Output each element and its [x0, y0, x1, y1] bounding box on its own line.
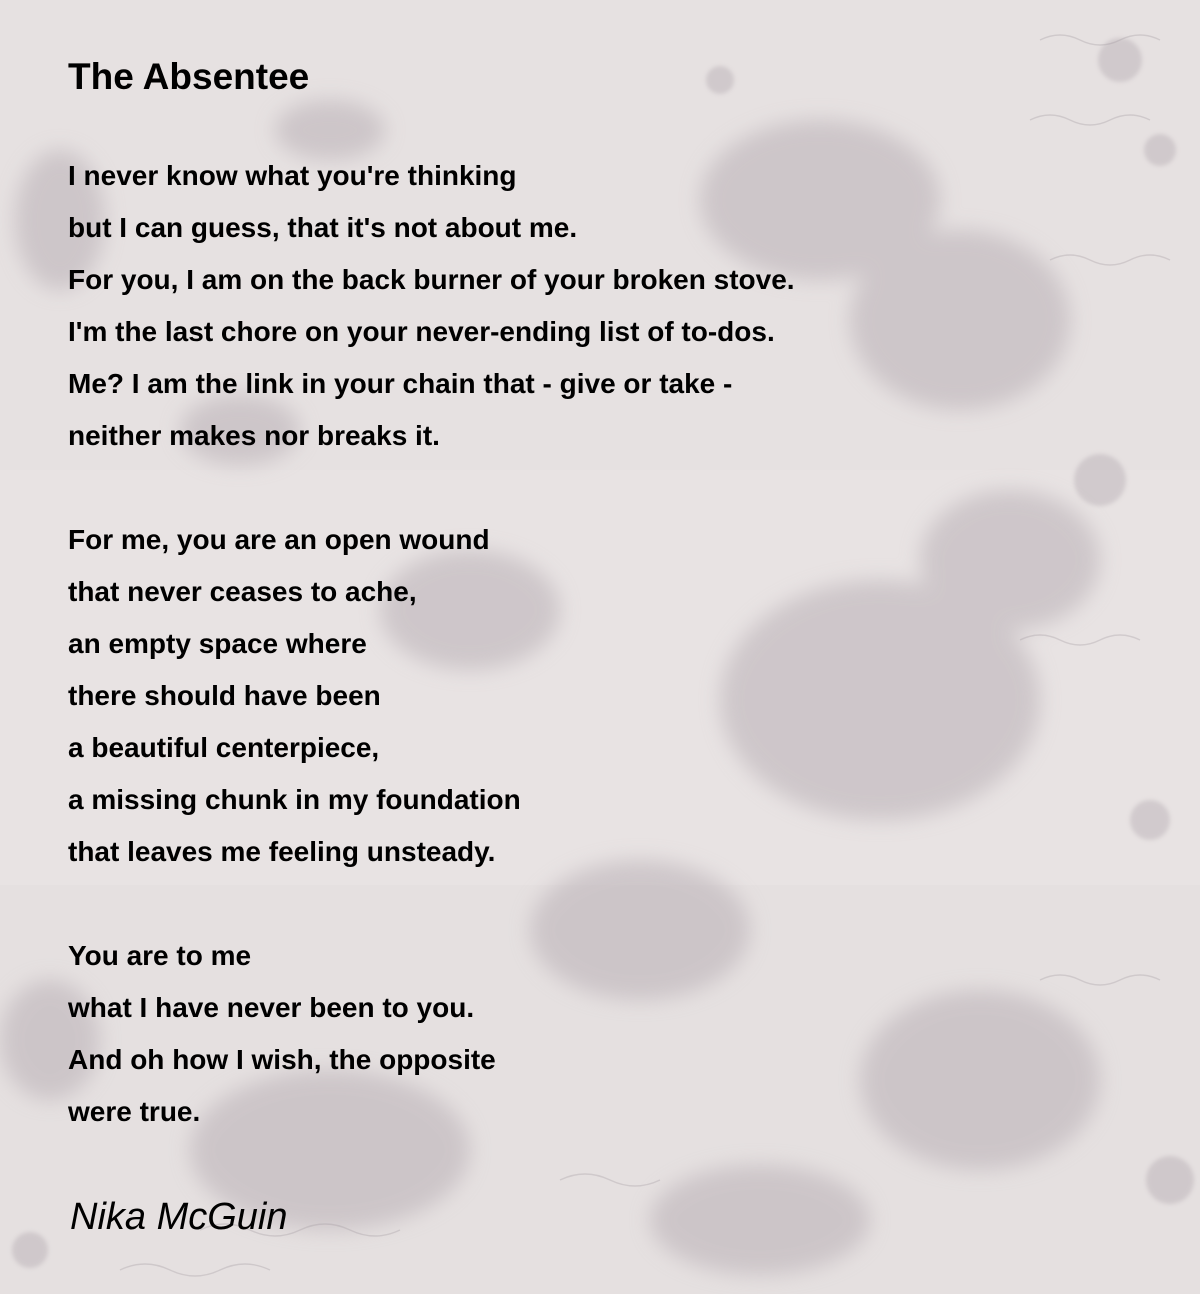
poem-title: The Absentee [68, 56, 310, 97]
poem-line: I never know what you're thinking [68, 160, 517, 191]
poem-line: And oh how I wish, the opposite [68, 1044, 496, 1075]
poem-stanza-2 [68, 514, 1148, 878]
poem-line: an empty space where [68, 628, 367, 659]
poem-line: You are to me [68, 940, 252, 971]
poem-line: neither makes nor breaks it. [68, 420, 440, 451]
poem-line: there should have been [68, 680, 381, 711]
poem-line: For me, you are an open wound [68, 524, 490, 555]
poem-line: that leaves me feeling unsteady. [68, 836, 496, 867]
poem-author: Nika McGuin [70, 1196, 288, 1238]
poem-line: what I have never been to you. [68, 992, 475, 1023]
poem-line: were true. [68, 1096, 201, 1127]
poem-line: Me? I am the link in your chain that - give or take - [68, 368, 733, 399]
poem-line: that never ceases to ache, [68, 576, 417, 607]
poem-line: a missing chunk in my foundation [68, 784, 521, 815]
poem-stanza-3 [68, 930, 1148, 1138]
poem-stanza-1 [68, 150, 1148, 462]
poem-container [68, 52, 1148, 1138]
poem-line: a beautiful centerpiece, [68, 732, 380, 763]
poem-line: For you, I am on the back burner of your broken stove. [68, 264, 795, 295]
poem-line: I'm the last chore on your never-ending list of to-dos. [68, 316, 775, 347]
poem-line: but I can guess, that it's not about me. [68, 212, 578, 243]
